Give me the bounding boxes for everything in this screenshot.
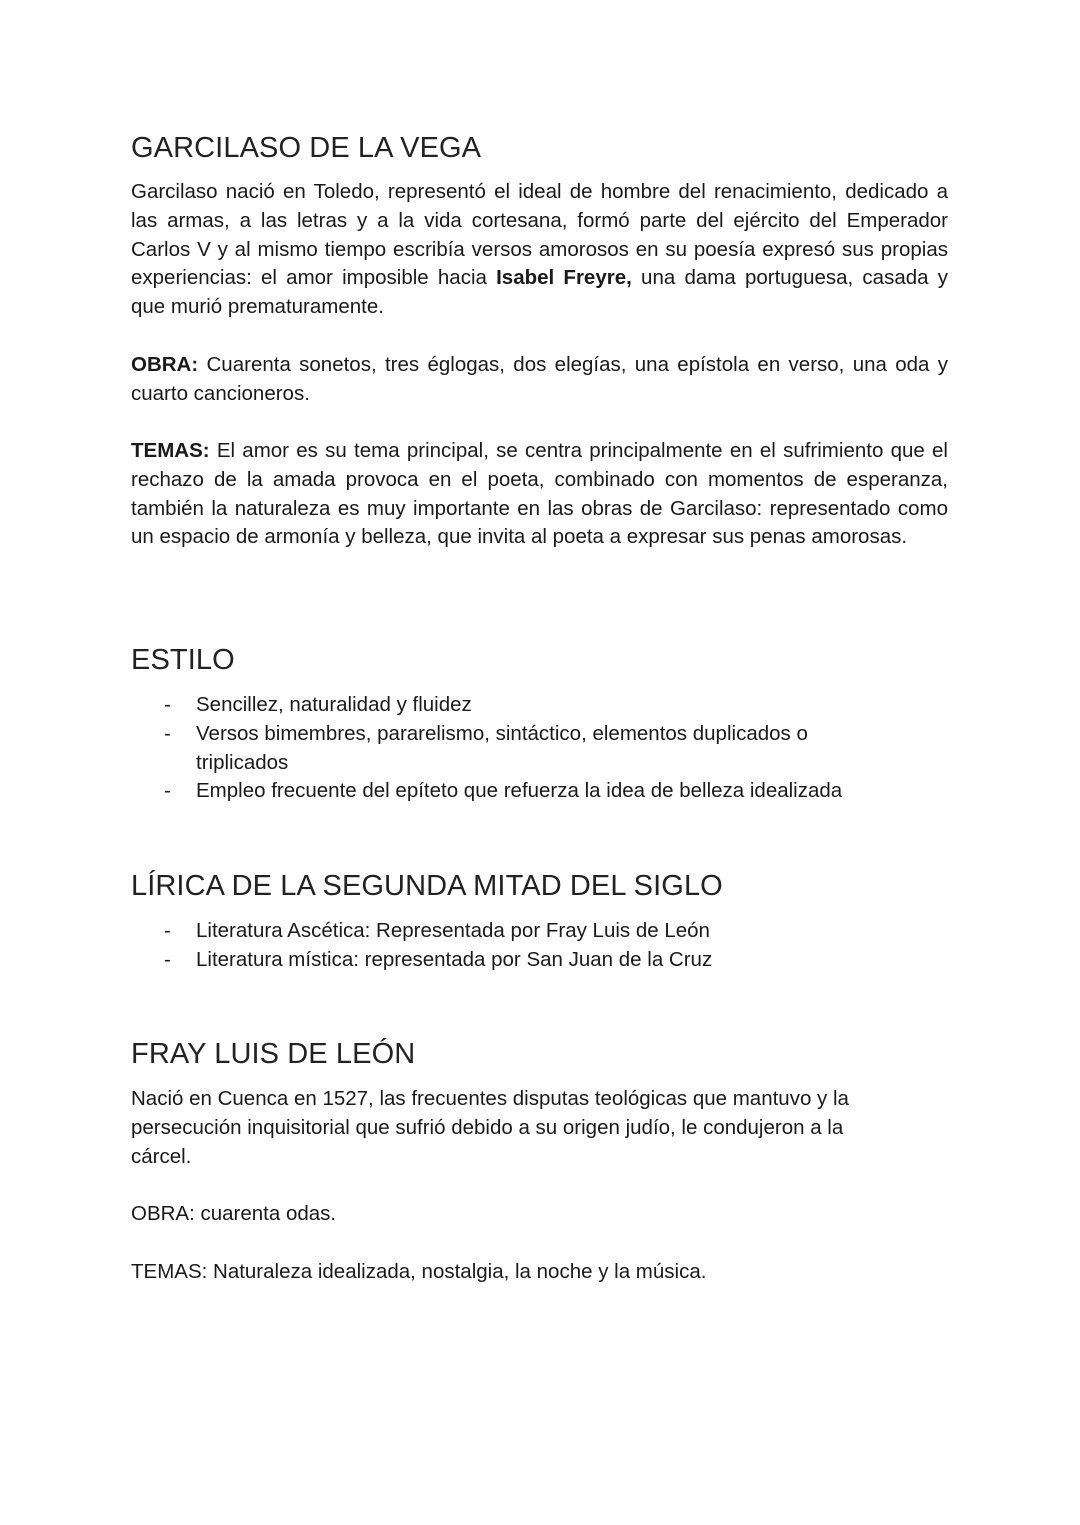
garcilaso-bio-bold: Isabel Freyre,	[496, 266, 632, 290]
garcilaso-obra	[131, 351, 948, 409]
garcilaso-bio-part1: Garcilaso nació en Toledo, representó el ideal de hombre del renacimiento, dedicado a las armas, a las letras y a la vida cortesana, formó parte del ejército del Emperador Carlos V y al mismo tiempo escribía versos amorosos en su poesía expresó sus propias experiencias: el amor imposible hacia	[131, 180, 948, 290]
list-item: - Literatura Ascética: Representada por Fray Luis de León	[131, 917, 948, 946]
heading-estilo: ESTILO	[131, 644, 235, 676]
heading-fray-luis: FRAY LUIS DE LEÓN	[131, 1038, 416, 1070]
heading-lirica: LÍRICA DE LA SEGUNDA MITAD DEL SIGLO	[131, 870, 723, 902]
list-item: - Versos bimembres, pararelismo, sintáctico, elementos duplicados o triplicados	[131, 720, 948, 778]
estilo-list	[131, 691, 948, 806]
garcilaso-bio	[131, 178, 948, 322]
heading-garcilaso: GARCILASO DE LA VEGA	[131, 132, 482, 164]
list-item: - Empleo frecuente del epíteto que refuerza la idea de belleza idealizada	[131, 777, 948, 806]
garcilaso-obra-text: Cuarenta sonetos, tres églogas, dos elegías, una epístola en verso, una oda y cuarto cancioneros.	[131, 353, 948, 405]
garcilaso-obra-label: OBRA:	[131, 353, 199, 376]
list-item: - Sencillez, naturalidad y fluidez	[131, 691, 948, 720]
lirica-list	[131, 917, 948, 975]
fray-luis-obra: OBRA: cuarenta odas.	[131, 1202, 337, 1225]
fray-luis-temas: TEMAS: Naturaleza idealizada, nostalgia, la noche y la música.	[131, 1260, 707, 1283]
garcilaso-temas-text: El amor es su tema principal, se centra principalmente en el sufrimiento que el rechazo de la amada provoca en el poeta, combinado con momentos de esperanza, también la naturaleza es muy importante en las obras de Garcilaso: representado como un espacio de armonía y belleza, que invita al poeta a expresar sus penas amorosas.	[131, 439, 948, 549]
garcilaso-temas-label: TEMAS:	[131, 439, 210, 462]
garcilaso-bio-part2: una dama portuguesa, casada y que murió prematuramente.	[131, 266, 948, 319]
garcilaso-temas	[131, 437, 948, 552]
list-item: - Literatura mística: representada por San Juan de la Cruz	[131, 946, 948, 975]
fray-luis-bio: Nació en Cuenca en 1527, las frecuentes disputas teológicas que mantuvo y la persecución inquisitorial que sufrió debido a su origen judío, le condujeron a la cárcel.	[131, 1087, 849, 1168]
